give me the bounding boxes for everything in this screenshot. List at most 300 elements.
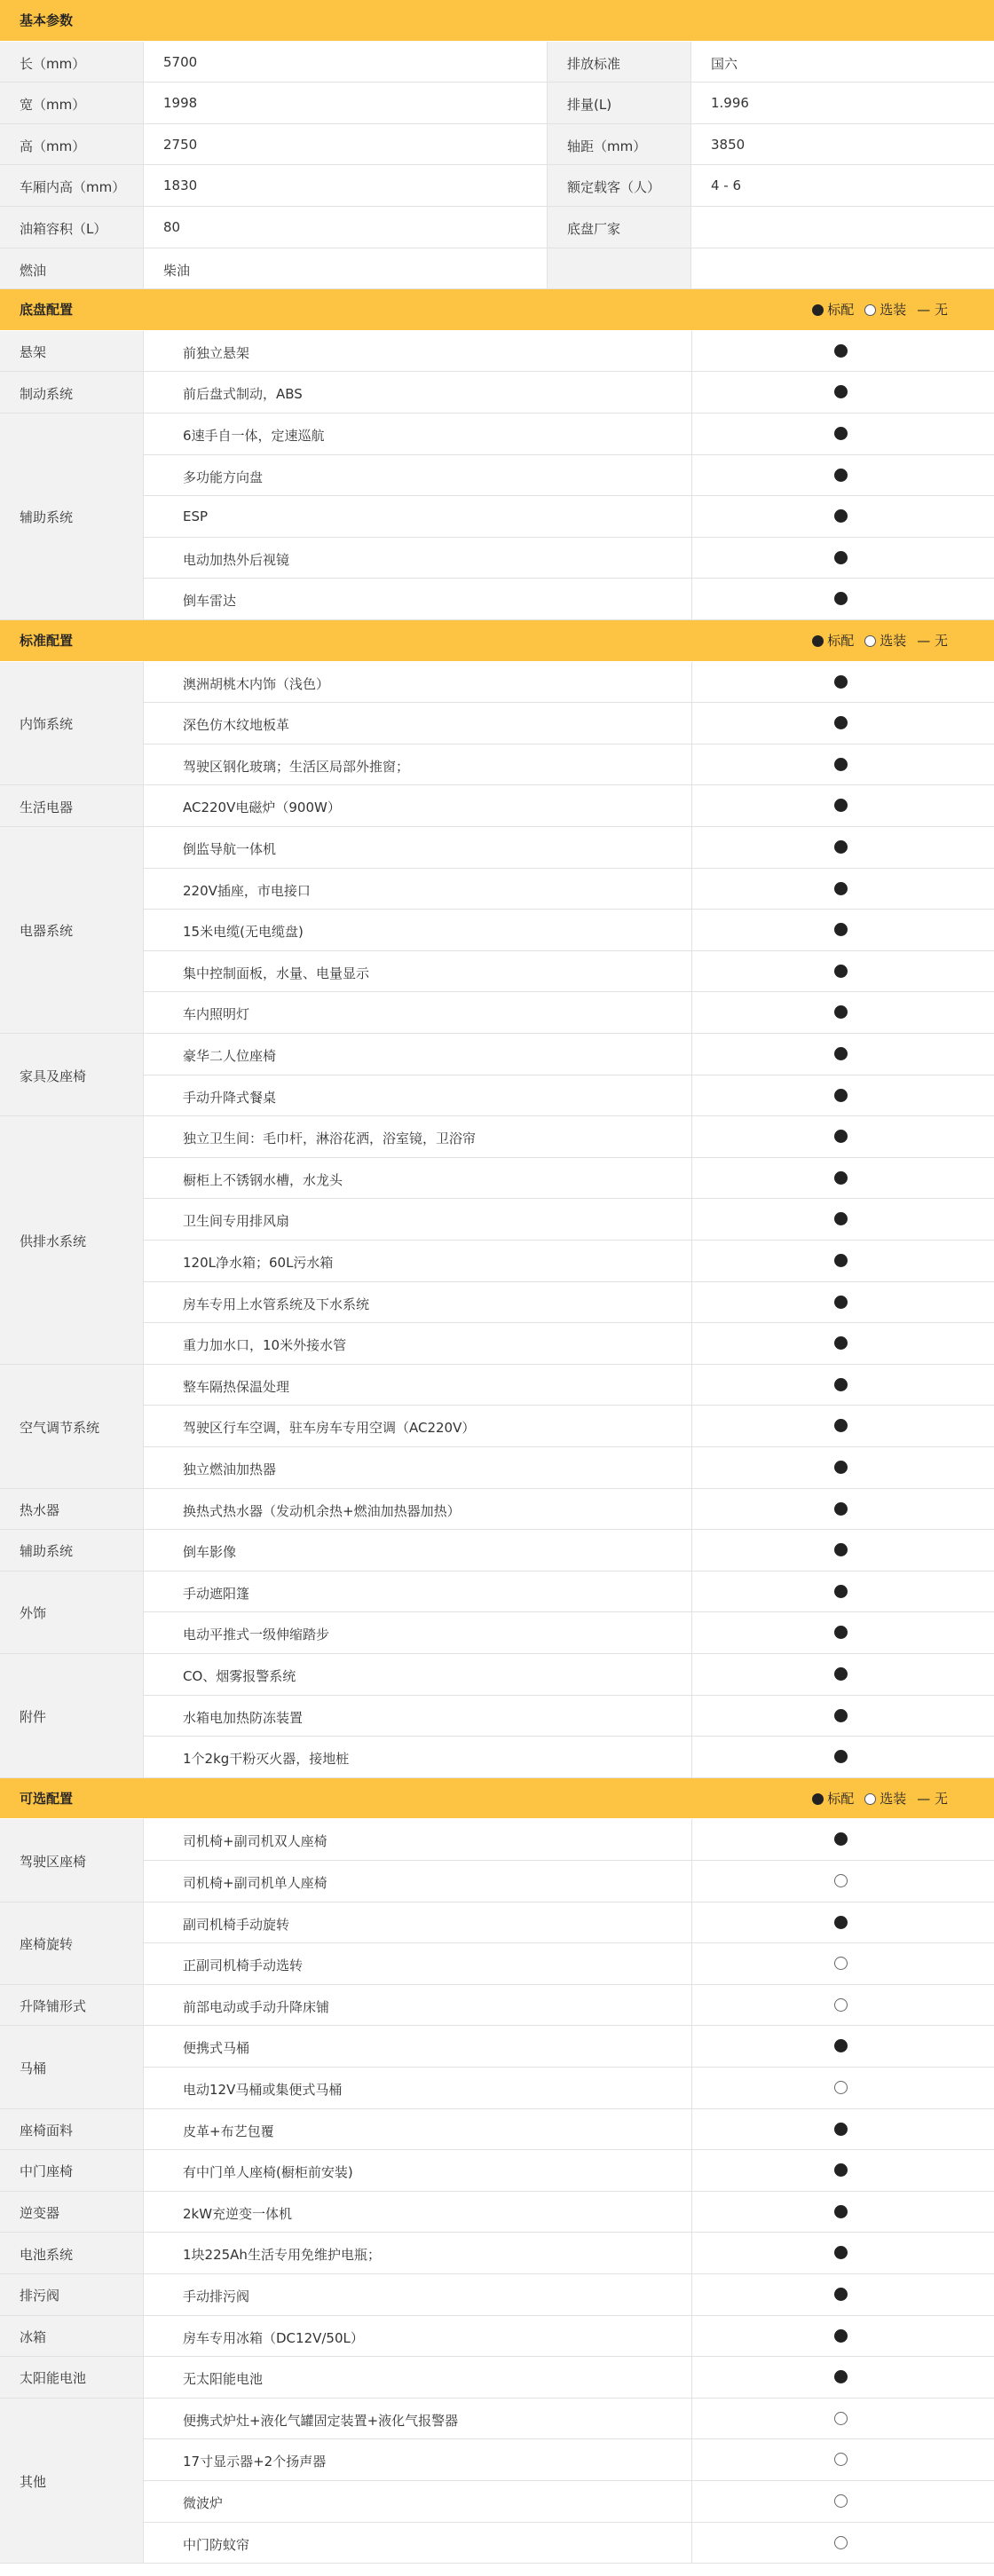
feature-text: 豪华二人位座椅 <box>183 1047 277 1064</box>
basic-table <box>0 42 994 290</box>
column-divider <box>691 662 692 703</box>
param-label: 燃油 <box>20 262 47 279</box>
feature-row <box>144 1943 994 1985</box>
legend-standard: 标配 <box>827 1790 855 1807</box>
group-label: 热水器 <box>20 1501 60 1518</box>
feature-text: 倒车影像 <box>183 1544 237 1561</box>
feature-text: 微波炉 <box>183 2494 224 2511</box>
feature-row <box>144 1612 994 1654</box>
legend-optional: 选装 <box>880 1790 907 1807</box>
feature-text: 手动排污阀 <box>183 2288 250 2304</box>
standard-dot-icon <box>834 1089 848 1102</box>
feature-text: 1块225Ah生活专用免维护电瓶； <box>183 2247 381 2264</box>
column-divider <box>691 1654 692 1695</box>
column-divider <box>691 331 692 372</box>
standard-dot-icon <box>834 2123 848 2136</box>
feature-table <box>0 331 994 620</box>
column-divider <box>691 869 692 910</box>
feature-row <box>144 455 994 497</box>
group-label: 电器系统 <box>20 923 74 940</box>
feature-text: 房车专用冰箱（DC12V/50L） <box>183 2329 364 2346</box>
feature-row <box>144 2068 994 2109</box>
feature-text: 正副司机椅手动选转 <box>183 1958 304 1974</box>
group-label: 其他 <box>20 2473 47 2490</box>
standard-dot-icon <box>834 344 848 358</box>
feature-table <box>0 662 994 1778</box>
section-title: 底盘配置 <box>20 302 74 319</box>
feature-row <box>144 496 994 538</box>
group-label-cell <box>0 1572 144 1654</box>
standard-dot-icon <box>834 1212 848 1225</box>
feature-text: ESP <box>183 508 209 525</box>
standard-dot-icon <box>834 2370 848 2383</box>
group-label: 附件 <box>20 1708 47 1725</box>
param-label-cell <box>0 83 144 124</box>
feature-row <box>144 1572 994 1613</box>
param-value-cell <box>691 42 994 83</box>
param-label: 长（mm） <box>20 55 86 72</box>
standard-dot-icon <box>834 1667 848 1681</box>
group-label-cell <box>0 2357 144 2399</box>
feature-row <box>144 869 994 910</box>
feature-text: 前后盘式制动，ABS <box>183 386 303 403</box>
param-value-cell <box>691 165 994 207</box>
feature-text: 1个2kg干粉灭火器，接地桩 <box>183 1751 350 1768</box>
standard-dot-icon <box>812 635 824 647</box>
feature-text: 220V插座，市电接口 <box>183 882 311 899</box>
standard-dot-icon <box>834 2329 848 2343</box>
param-value: 5700 <box>163 53 198 70</box>
column-divider <box>691 1323 692 1364</box>
standard-dot-icon <box>834 1502 848 1516</box>
feature-row <box>144 2523 994 2564</box>
column-divider <box>691 785 692 826</box>
optional-circle-icon <box>864 304 876 316</box>
group-label: 生活电器 <box>20 799 74 815</box>
feature-row <box>144 1323 994 1365</box>
feature-row <box>144 2274 994 2316</box>
param-label-cell <box>548 248 691 290</box>
basic-header <box>0 0 994 42</box>
legend-none: — 无 <box>917 1790 948 1807</box>
feature-row <box>144 1034 994 1075</box>
feature-row <box>144 1861 994 1902</box>
standard-dot-icon <box>834 716 848 729</box>
standard-dot-icon <box>834 509 848 523</box>
column-divider <box>691 1861 692 1902</box>
optional-circle-icon <box>864 635 876 647</box>
param-label-cell <box>0 124 144 166</box>
column-divider <box>691 1241 692 1281</box>
standard-dot-icon <box>834 551 848 564</box>
feature-text: 司机椅+副司机双人座椅 <box>183 1833 327 1850</box>
param-value: 1.996 <box>711 95 749 112</box>
param-label: 高（mm） <box>20 138 86 154</box>
param-label-cell <box>548 124 691 166</box>
param-label-cell <box>0 248 144 290</box>
group-label: 排污阀 <box>20 2288 60 2304</box>
column-divider <box>691 1447 692 1488</box>
feature-row <box>144 1489 994 1531</box>
group-label-cell <box>0 331 144 373</box>
column-divider <box>691 2192 692 2233</box>
feature-text: 无太阳能电池 <box>183 2371 264 2388</box>
param-value-cell <box>144 248 548 290</box>
feature-row <box>144 744 994 786</box>
param-value: 80 <box>163 218 181 235</box>
standard-dot-icon <box>834 799 848 812</box>
feature-text: 橱柜上不锈钢水槽，水龙头 <box>183 1171 343 1188</box>
section-title: 基本参数 <box>20 12 74 28</box>
column-divider <box>691 2233 692 2273</box>
standard-dot-icon <box>834 1005 848 1019</box>
feature-text: 倒监导航一体机 <box>183 840 277 857</box>
feature-text: 便携式炉灶+液化气罐固定装置+液化气报警器 <box>183 2412 459 2429</box>
standard-dot-icon <box>834 2205 848 2218</box>
group-label: 制动系统 <box>20 385 74 402</box>
group-label: 座椅旋转 <box>20 1936 74 1953</box>
standard-dot-icon <box>834 758 848 771</box>
param-label: 油箱容积（L） <box>20 220 107 237</box>
feature-row <box>144 1819 994 1861</box>
legend-standard: 标配 <box>827 632 855 649</box>
standard-dot-icon <box>834 427 848 440</box>
group-label-cell <box>0 662 144 786</box>
feature-row <box>144 2109 994 2151</box>
feature-text: 便携式马桶 <box>183 2040 250 2057</box>
param-label: 轴距（mm） <box>567 138 647 154</box>
standard-dot-icon <box>812 304 824 316</box>
column-divider <box>691 1819 692 1860</box>
optional-circle-icon <box>834 2081 848 2094</box>
group-label-cell <box>0 1365 144 1489</box>
feature-row <box>144 538 994 579</box>
optional-circle-icon <box>834 2536 848 2549</box>
param-label: 排量(L) <box>567 97 612 114</box>
feature-text: 前独立悬架 <box>183 344 250 361</box>
standard-dot-icon <box>834 1626 848 1639</box>
feature-row <box>144 2399 994 2440</box>
group-label-cell <box>0 1489 144 1531</box>
column-divider <box>691 1158 692 1199</box>
column-divider <box>691 1489 692 1530</box>
feature-row <box>144 951 994 993</box>
feature-row <box>144 1365 994 1406</box>
group-label: 冰箱 <box>20 2328 47 2345</box>
column-divider <box>691 1902 692 1943</box>
feature-text: 深色仿木纹地板革 <box>183 717 290 734</box>
standard-dot-icon <box>834 2163 848 2177</box>
standard-dot-icon <box>834 882 848 895</box>
group-label-cell <box>0 1116 144 1365</box>
param-value: 1998 <box>163 95 198 112</box>
param-value-cell <box>144 42 548 83</box>
group-label: 辅助系统 <box>20 509 74 526</box>
param-value-cell <box>691 124 994 166</box>
group-label: 马桶 <box>20 2060 47 2076</box>
column-divider <box>691 455 692 496</box>
feature-text: CO、烟雾报警系统 <box>183 1667 296 1684</box>
feature-row <box>144 331 994 373</box>
standard-dot-icon <box>834 1543 848 1556</box>
param-value: 2750 <box>163 136 198 153</box>
feature-row <box>144 662 994 704</box>
legend-standard: 标配 <box>827 302 855 319</box>
standard-dot-icon <box>834 1832 848 1846</box>
column-divider <box>691 1612 692 1653</box>
standard-dot-icon <box>834 2246 848 2259</box>
feature-text: 换热式热水器（发动机余热+燃油加热器加热） <box>183 1502 461 1519</box>
group-label-cell <box>0 1985 144 2027</box>
feature-text: 电动平推式一级伸缩踏步 <box>183 1627 330 1643</box>
feature-text: 集中控制面板，水量、电量显示 <box>183 965 370 981</box>
param-value-cell <box>144 207 548 248</box>
feature-text: 电动加热外后视镜 <box>183 551 290 568</box>
column-divider <box>691 992 692 1033</box>
column-divider <box>691 1737 692 1777</box>
feature-row <box>144 2439 994 2481</box>
group-label: 升降铺形式 <box>20 1998 87 2015</box>
feature-row <box>144 910 994 951</box>
column-divider <box>691 2439 692 2480</box>
group-label-cell <box>0 2192 144 2233</box>
column-divider <box>691 1282 692 1323</box>
group-label-cell <box>0 785 144 827</box>
column-divider <box>691 1985 692 2026</box>
feature-text: 17寸显示器+2个扬声器 <box>183 2454 327 2470</box>
feature-text: 120L净水箱；60L污水箱 <box>183 1254 334 1271</box>
standard-dot-icon <box>834 1336 848 1350</box>
param-label: 额定载客（人） <box>567 179 661 196</box>
column-divider <box>691 1365 692 1406</box>
feature-text: 6速手自一体，定速巡航 <box>183 427 325 444</box>
optional-circle-icon <box>834 2412 848 2425</box>
feature-row <box>144 703 994 744</box>
param-label-cell <box>548 42 691 83</box>
feature-text: 电动12V马桶或集便式马桶 <box>183 2081 343 2098</box>
standard-dot-icon <box>834 592 848 605</box>
feature-row <box>144 2316 994 2358</box>
section-0-header <box>0 289 994 331</box>
optional-circle-icon <box>864 1793 876 1805</box>
feature-text: 房车专用上水管系统及下水系统 <box>183 1296 370 1312</box>
column-divider <box>691 1116 692 1157</box>
param-label-cell <box>548 207 691 248</box>
group-label-cell <box>0 372 144 414</box>
optional-circle-icon <box>834 1957 848 1970</box>
standard-dot-icon <box>834 1585 848 1598</box>
group-label: 悬架 <box>20 344 47 361</box>
group-label: 内饰系统 <box>20 716 74 733</box>
section-2-header <box>0 1778 994 1820</box>
feature-text: 倒车雷达 <box>183 593 237 610</box>
group-label-cell <box>0 2109 144 2151</box>
feature-text: 司机椅+副司机单人座椅 <box>183 1874 327 1891</box>
group-label: 座椅面料 <box>20 2122 74 2139</box>
feature-text: 独立卫生间：毛巾杆，淋浴花洒，浴室镜，卫浴帘 <box>183 1130 477 1147</box>
feature-text: 手动遮阳篷 <box>183 1585 250 1602</box>
feature-text: 有中门单人座椅(橱柜前安装) <box>183 2164 353 2181</box>
group-label: 供排水系统 <box>20 1233 87 1249</box>
param-value-cell <box>691 248 994 290</box>
param-label-cell <box>0 207 144 248</box>
feature-row <box>144 1406 994 1447</box>
feature-row <box>144 579 994 620</box>
standard-dot-icon <box>834 1047 848 1060</box>
param-label-cell <box>548 83 691 124</box>
feature-row <box>144 2150 994 2192</box>
column-divider <box>691 2026 692 2067</box>
standard-dot-icon <box>812 1793 824 1805</box>
group-label-cell <box>0 2026 144 2108</box>
column-divider <box>691 910 692 950</box>
group-label-cell <box>0 1902 144 1985</box>
feature-row <box>144 1075 994 1117</box>
group-label-cell <box>0 2233 144 2274</box>
feature-row <box>144 1282 994 1324</box>
feature-text: 驾驶区行车空调，驻车房车专用空调（AC220V） <box>183 1420 476 1437</box>
standard-dot-icon <box>834 1378 848 1391</box>
feature-text: 15米电缆(无电缆盘) <box>183 924 304 941</box>
group-label-cell <box>0 827 144 1034</box>
column-divider <box>691 2109 692 2150</box>
section-1-header <box>0 620 994 662</box>
group-label: 辅助系统 <box>20 1543 74 1560</box>
param-value-cell <box>144 124 548 166</box>
section-title: 标准配置 <box>20 632 74 649</box>
optional-circle-icon <box>834 2453 848 2466</box>
param-label: 底盘厂家 <box>567 220 621 237</box>
param-value: 柴油 <box>163 262 191 279</box>
group-label-cell <box>0 414 144 620</box>
param-label: 宽（mm） <box>20 97 86 114</box>
group-label-cell <box>0 2150 144 2192</box>
standard-dot-icon <box>834 2039 848 2052</box>
column-divider <box>691 496 692 537</box>
feature-row <box>144 1696 994 1737</box>
legend-optional: 选装 <box>880 302 907 319</box>
feature-row <box>144 2233 994 2274</box>
feature-row <box>144 2192 994 2233</box>
feature-row <box>144 2481 994 2523</box>
column-divider <box>691 1530 692 1571</box>
column-divider <box>691 1034 692 1075</box>
group-label-cell <box>0 2316 144 2358</box>
group-label: 电池系统 <box>20 2246 74 2263</box>
param-value: 1830 <box>163 177 198 194</box>
group-label-cell <box>0 1530 144 1572</box>
feature-row <box>144 2026 994 2068</box>
column-divider <box>691 1943 692 1984</box>
legend <box>805 289 948 330</box>
feature-text: 驾驶区钢化玻璃；生活区局部外推窗； <box>183 758 410 775</box>
column-divider <box>691 2523 692 2564</box>
column-divider <box>691 2481 692 2522</box>
feature-row <box>144 1447 994 1489</box>
param-value: 国六 <box>711 55 738 72</box>
feature-text: 副司机椅手动旋转 <box>183 1916 290 1933</box>
feature-row <box>144 1199 994 1241</box>
param-value: 4 - 6 <box>711 177 742 194</box>
column-divider <box>691 1406 692 1446</box>
group-label: 外饰 <box>20 1605 47 1622</box>
standard-dot-icon <box>834 1709 848 1722</box>
group-label: 太阳能电池 <box>20 2370 87 2387</box>
column-divider <box>691 538 692 579</box>
standard-dot-icon <box>834 965 848 978</box>
legend <box>805 1778 948 1819</box>
feature-row <box>144 372 994 414</box>
column-divider <box>691 2399 692 2439</box>
column-divider <box>691 2150 692 2191</box>
param-label: 车厢内高（mm） <box>20 179 126 196</box>
section-title: 可选配置 <box>20 1790 74 1807</box>
group-label: 中门座椅 <box>20 2163 74 2180</box>
column-divider <box>691 372 692 413</box>
feature-row <box>144 2357 994 2399</box>
column-divider <box>691 1696 692 1737</box>
feature-row <box>144 827 994 869</box>
feature-text: 皮革+布艺包覆 <box>183 2123 274 2139</box>
optional-circle-icon <box>834 2494 848 2508</box>
param-value-cell <box>691 83 994 124</box>
column-divider <box>691 703 692 744</box>
feature-text: AC220V电磁炉（900W） <box>183 800 341 816</box>
feature-row <box>144 1116 994 1158</box>
column-divider <box>691 2274 692 2315</box>
feature-text: 前部电动或手动升降床铺 <box>183 1998 330 2015</box>
param-label-cell <box>0 165 144 207</box>
column-divider <box>691 579 692 619</box>
feature-text: 水箱电加热防冻装置 <box>183 1709 304 1726</box>
legend-optional: 选装 <box>880 632 907 649</box>
standard-dot-icon <box>834 1296 848 1309</box>
group-label: 逆变器 <box>20 2205 60 2222</box>
column-divider <box>691 2068 692 2108</box>
column-divider <box>691 1572 692 1612</box>
standard-dot-icon <box>834 469 848 482</box>
standard-dot-icon <box>834 1254 848 1267</box>
feature-row <box>144 414 994 455</box>
column-divider <box>691 827 692 868</box>
param-value: 3850 <box>711 136 746 153</box>
feature-text: 整车隔热保温处理 <box>183 1378 290 1395</box>
feature-row <box>144 1985 994 2027</box>
feature-row <box>144 1902 994 1944</box>
standard-dot-icon <box>834 840 848 854</box>
feature-table <box>0 1819 994 2564</box>
group-label-cell <box>0 1654 144 1778</box>
param-label-cell <box>548 165 691 207</box>
optional-circle-icon <box>834 1874 848 1887</box>
feature-text: 多功能方向盘 <box>183 469 264 485</box>
group-label-cell <box>0 1819 144 1902</box>
column-divider <box>691 2316 692 2357</box>
param-value-cell <box>144 83 548 124</box>
standard-dot-icon <box>834 1461 848 1474</box>
feature-row <box>144 1530 994 1572</box>
param-label-cell <box>0 42 144 83</box>
legend <box>805 620 948 661</box>
param-label: 排放标准 <box>567 55 621 72</box>
column-divider <box>691 2357 692 2398</box>
feature-text: 手动升降式餐桌 <box>183 1089 277 1106</box>
standard-dot-icon <box>834 2288 848 2301</box>
feature-text: 独立燃油加热器 <box>183 1461 277 1477</box>
standard-dot-icon <box>834 385 848 398</box>
column-divider <box>691 1075 692 1116</box>
column-divider <box>691 744 692 785</box>
